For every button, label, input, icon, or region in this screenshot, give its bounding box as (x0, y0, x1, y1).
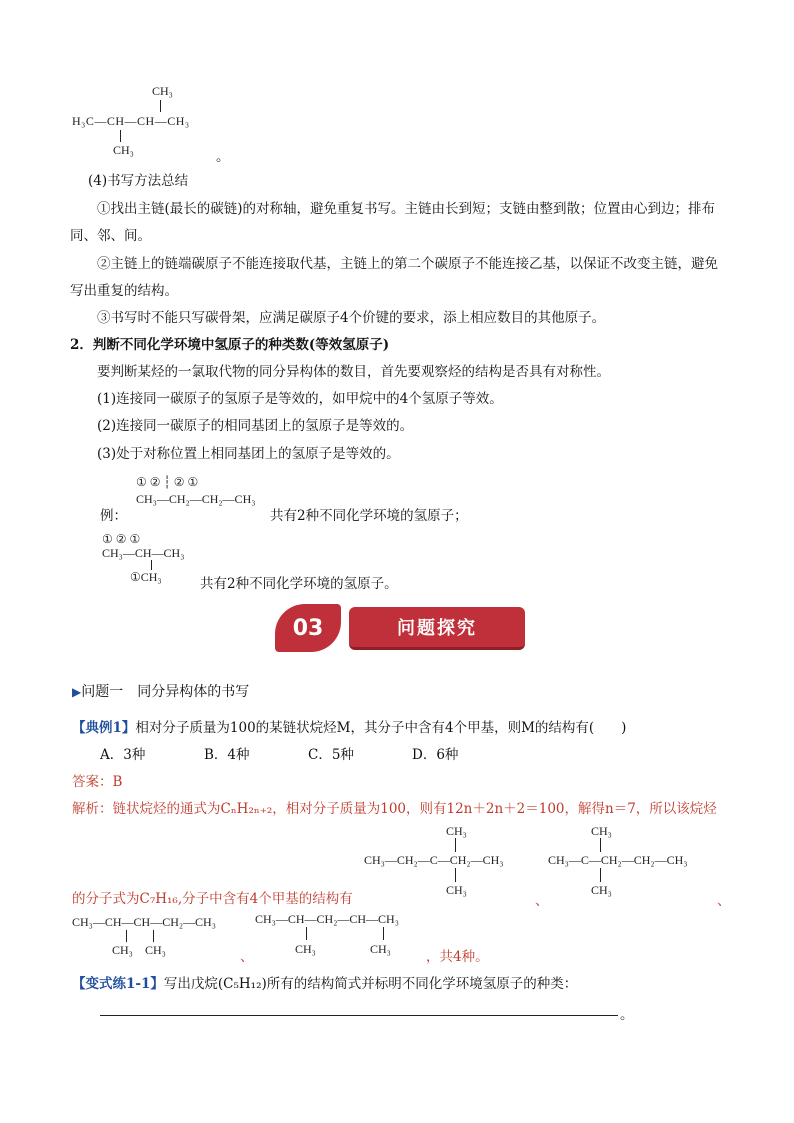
example-label: 例： (100, 508, 127, 524)
ex2-branch: ①CH₃ (130, 570, 162, 584)
separator: 、 (240, 949, 254, 965)
bond-line (153, 930, 154, 942)
variant-tag: 【变式练1-1】 (72, 976, 164, 992)
s1-top: CH₃ (446, 824, 467, 838)
option-a: A．3种 (100, 747, 146, 763)
struct-top-ch3: CH₃ (152, 84, 173, 98)
option-b: B．4种 (204, 747, 250, 763)
s2-chain: CH₃—C—CH₂—CH₂—CH₃ (548, 853, 688, 867)
summary-p2: ②主链上的链端碳原子不能连接取代基，主链上的第二个碳原子不能连接乙基，以保证不改变主链，避免写出重复的结构。 (70, 256, 718, 299)
period: 。 (216, 149, 230, 165)
section2-rule2: (2)连接同一碳原子的相同基团上的氢原子是等效的。 (97, 418, 414, 434)
variant (72, 972, 577, 992)
s1-bottom: CH₃ (446, 883, 467, 897)
example1 (72, 716, 626, 736)
struct-bottom-ch3: CH₃ (113, 143, 134, 157)
bond-line (383, 927, 384, 940)
section-banner (275, 604, 527, 652)
s3-chain: CH₃—CH—CH—CH₂—CH₃ (72, 915, 216, 929)
s3-branch2: CH₃ (145, 943, 166, 957)
ex2-marks: ① ② ① (102, 532, 141, 546)
summary-heading: (4)书写方法总结 (88, 173, 189, 189)
answer: 答案：B (72, 774, 123, 790)
bond-line (151, 560, 152, 570)
s4-branch1: CH₃ (295, 942, 316, 956)
separator: 、 (717, 893, 731, 909)
summary-p1: ①找出主链(最长的碳链)的对称轴，避免重复书写。主链由长到短；支链由整到散；位置由心到边；排布同、邻、间。 (70, 201, 716, 244)
bond-line (160, 100, 161, 112)
ex1-marks: ① ② ┆ ② ① (136, 475, 199, 489)
s1-chain: CH₃—CH₂—C—CH₂—CH₃ (364, 853, 504, 867)
bond-line (306, 927, 307, 940)
problem1-heading: ▶问题一 同分异构体的书写 (72, 684, 250, 700)
section2-rule1: (1)连接同一碳原子的氢原子是等效的，如甲烷中的4个氢原子等效。 (97, 391, 503, 407)
tail-text: ，共4种。 (426, 949, 489, 965)
variant-text: 写出戊烷(C₅H₁₂)所有的结构简式并标明不同化学环境氢原子的种类： (163, 976, 578, 992)
bond-line (455, 838, 456, 852)
section2-heading: 2．判断不同化学环境中氢原子的种类数(等效氢原子) (70, 337, 390, 353)
s4-chain: CH₃—CH—CH₂—CH—CH₃ (255, 912, 399, 926)
bond-line (120, 130, 121, 142)
variant-end: 。 (620, 1007, 634, 1023)
ex1-text: 共有2种不同化学环境的氢原子； (270, 508, 468, 524)
separator: 、 (535, 893, 549, 909)
option-c: C．5种 (308, 747, 354, 763)
section-number: 03 (275, 604, 341, 652)
example-text: 相对分子质量为100的某链状烷烃M，其分子中含有4个甲基，则M的结构有( ) (135, 720, 627, 736)
struct-top-chain: H₃C—CH—CH—CH₃ (72, 114, 190, 128)
s2-top: CH₃ (591, 824, 612, 838)
analysis-p2: 的分子式为C₇H₁₆,分子中含有4个甲基的结构有 (72, 891, 353, 907)
bond-line (600, 838, 601, 852)
section-title: 问题探究 (349, 607, 525, 650)
bond-line (600, 868, 601, 882)
s4-branch2: CH₃ (370, 942, 391, 956)
analysis-p1: 解析：链状烷烃的通式为CₙH₂ₙ₊₂，相对分子质量为100，则有12n＋2n＋2＝100，解得n＝7，所以该烷烃 (72, 801, 717, 817)
section2-intro: 要判断某烃的一氯取代物的同分异构体的数目，首先要观察烃的结构是否具有对称性。 (97, 364, 610, 380)
answer-blank-line[interactable] (100, 1015, 618, 1016)
s2-bottom: CH₃ (591, 883, 612, 897)
bond-line (455, 868, 456, 882)
ex2-chain: CH₃—CH—CH₃ (102, 546, 185, 560)
example-tag: 【典例1】 (72, 720, 136, 736)
ex2-text: 共有2种不同化学环境的氢原子。 (200, 576, 398, 592)
bond-line (126, 930, 127, 942)
section2-rule3: (3)处于对称位置上相同基团上的氢原子是等效的。 (97, 446, 400, 462)
summary-p3: ③书写时不能只写碳骨架，应满足碳原子4个价键的要求，添上相应数目的其他原子。 (97, 310, 606, 326)
option-d: D．6种 (412, 747, 459, 763)
triangle-icon: ▶ (72, 685, 82, 699)
ex1-chain: CH₃—CH₂—CH₂—CH₃ (136, 492, 256, 506)
s3-branch1: CH₃ (112, 943, 133, 957)
